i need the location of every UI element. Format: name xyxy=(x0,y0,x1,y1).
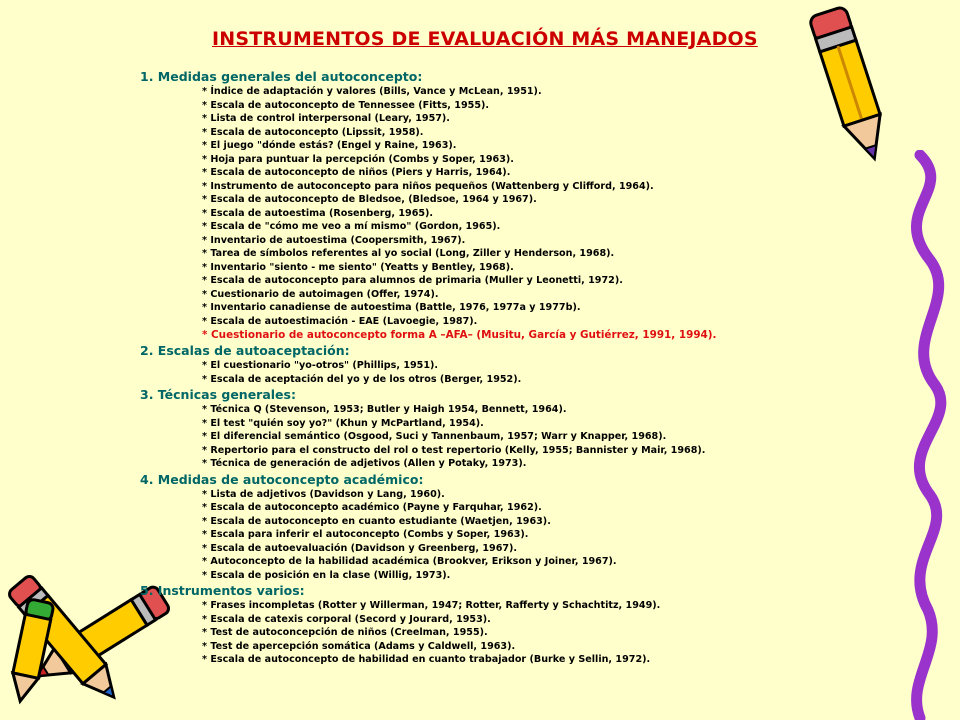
list-item: * Inventario canadiense de autoestima (Battle, 1976, 1977a y 1977b). xyxy=(202,302,581,313)
list-item: * Escala de aceptación del yo y de los otros (Berger, 1952). xyxy=(202,373,522,385)
section-heading: 4. Medidas de autoconcepto académico: xyxy=(140,471,424,487)
list-item: * Escala para inferir el autoconcepto (Combs y Soper, 1963). xyxy=(202,529,529,540)
list-item: * Escala de autoconcepto de Tennessee (Fitts, 1955). xyxy=(202,99,490,111)
purple-squiggle-icon xyxy=(860,150,960,720)
list-item: * Inventario de autoestima (Coopersmith, 1967). xyxy=(202,234,466,246)
list-item: * Técnica de generación de adjetivos (Allen y Potaky, 1973). xyxy=(202,458,527,469)
list-item: * Inventario "siento - me siento" (Yeatts y Bentley, 1968). xyxy=(202,261,514,273)
list-item: * Repertorio para el constructo del rol o test repertorio (Kelly, 1955; Bannister y Mair, 1968). xyxy=(202,444,706,456)
list-item: * Escala de catexis corporal (Secord y Jourard, 1953). xyxy=(202,613,491,625)
list-item: * Escala de autoconcepto para alumnos de primaria (Muller y Leonetti, 1972). xyxy=(202,275,623,286)
list-item: * Escala de autoconcepto en cuanto estudiante (Waetjen, 1963). xyxy=(202,515,551,527)
list-item: * Test de autoconcepción de niños (Creelman, 1955). xyxy=(202,627,488,638)
section-heading: 1. Medidas generales del autoconcepto: xyxy=(140,69,423,84)
list-item: * El test "quién soy yo?" (Khun y McPartland, 1954). xyxy=(202,417,484,429)
list-item: * Técnica Q (Stevenson, 1953; Butler y Haigh 1954, Bennett, 1964). xyxy=(202,404,567,415)
list-item: * Escala de autoconcepto de niños (Piers y Harris, 1964). xyxy=(202,167,511,178)
list-item: * Lista de control interpersonal (Leary, 1957). xyxy=(202,113,450,124)
list-item: * Instrumento de autoconcepto para niños pequeños (Wattenberg y Clifford, 1964). xyxy=(202,180,654,192)
list-item: * Escala de autoconcepto de habilidad en cuanto trabajador (Burke y Sellin, 1972). xyxy=(202,654,651,665)
list-item: * Escala de "cómo me veo a mí mismo" (Gordon, 1965). xyxy=(202,221,501,232)
list-item: * Frases incompletas (Rotter y Willerman, 1947; Rotter, Rafferty y Schachtitz, 1949). xyxy=(202,600,661,611)
list-item: * El cuestionario "yo-otros" (Phillips, 1951). xyxy=(202,360,439,371)
list-item: * Escala de autoconcepto (Lipssit, 1958). xyxy=(202,126,424,138)
list-item: * Escala de autoevaluación (Davidson y Greenberg, 1967). xyxy=(202,542,518,554)
section-3 xyxy=(140,386,820,471)
list-item: * El diferencial semántico (Osgood, Suci y Tannenbaum, 1957; Warr y Knapper, 1968). xyxy=(202,431,667,442)
list-item: * Test de apercepción somática (Adams y Caldwell, 1963). xyxy=(202,640,516,652)
list-item: * Escala de autoconcepto académico (Payne y Farquhar, 1962). xyxy=(202,502,542,513)
section-2 xyxy=(140,342,820,386)
list-item: * Escala de autoconcepto de Bledsoe, (Bledsoe, 1964 y 1967). xyxy=(202,194,537,205)
list-item: * Lista de adjetivos (Davidson y Lang, 1960). xyxy=(202,488,445,500)
section-heading: 2. Escalas de autoaceptación: xyxy=(140,343,350,358)
section-heading: 5. Instrumentos varios: xyxy=(140,583,305,598)
section-5 xyxy=(140,582,820,667)
page-title: INSTRUMENTOS DE EVALUACIÓN MÁS MANEJADOS xyxy=(212,28,758,50)
list-item: * Hoja para puntuar la percepción (Combs y Soper, 1963). xyxy=(202,153,514,165)
list-item: * Autoconcepto de la habilidad académica (Brookver, Erikson y Joiner, 1967). xyxy=(202,556,617,567)
list-item: * El juego "dónde estás? (Engel y Raine, 1963). xyxy=(202,140,457,151)
list-item: * Escala de autoestimación - EAE (Lavoegie, 1987). xyxy=(202,315,478,327)
section-heading: 3. Técnicas generales: xyxy=(140,387,296,402)
instrument-list xyxy=(140,68,820,667)
highlighted-list-item: * Cuestionario de autoconcepto forma A –AFA– (Musitu, García y Gutiérrez, 1991, 1994). xyxy=(202,329,717,341)
list-item: * Cuestionario de autoimagen (Offer, 1974). xyxy=(202,288,439,300)
list-item: * Tarea de símbolos referentes al yo social (Long, Ziller y Henderson, 1968). xyxy=(202,248,615,259)
section-1 xyxy=(140,68,820,342)
list-item: * Escala de autoestima (Rosenberg, 1965). xyxy=(202,207,434,219)
list-item: * Escala de posición en la clase (Willig, 1973). xyxy=(202,569,451,581)
section-4 xyxy=(140,471,820,583)
list-item: * Índice de adaptación y valores (Bills, Vance y McLean, 1951). xyxy=(202,86,542,97)
